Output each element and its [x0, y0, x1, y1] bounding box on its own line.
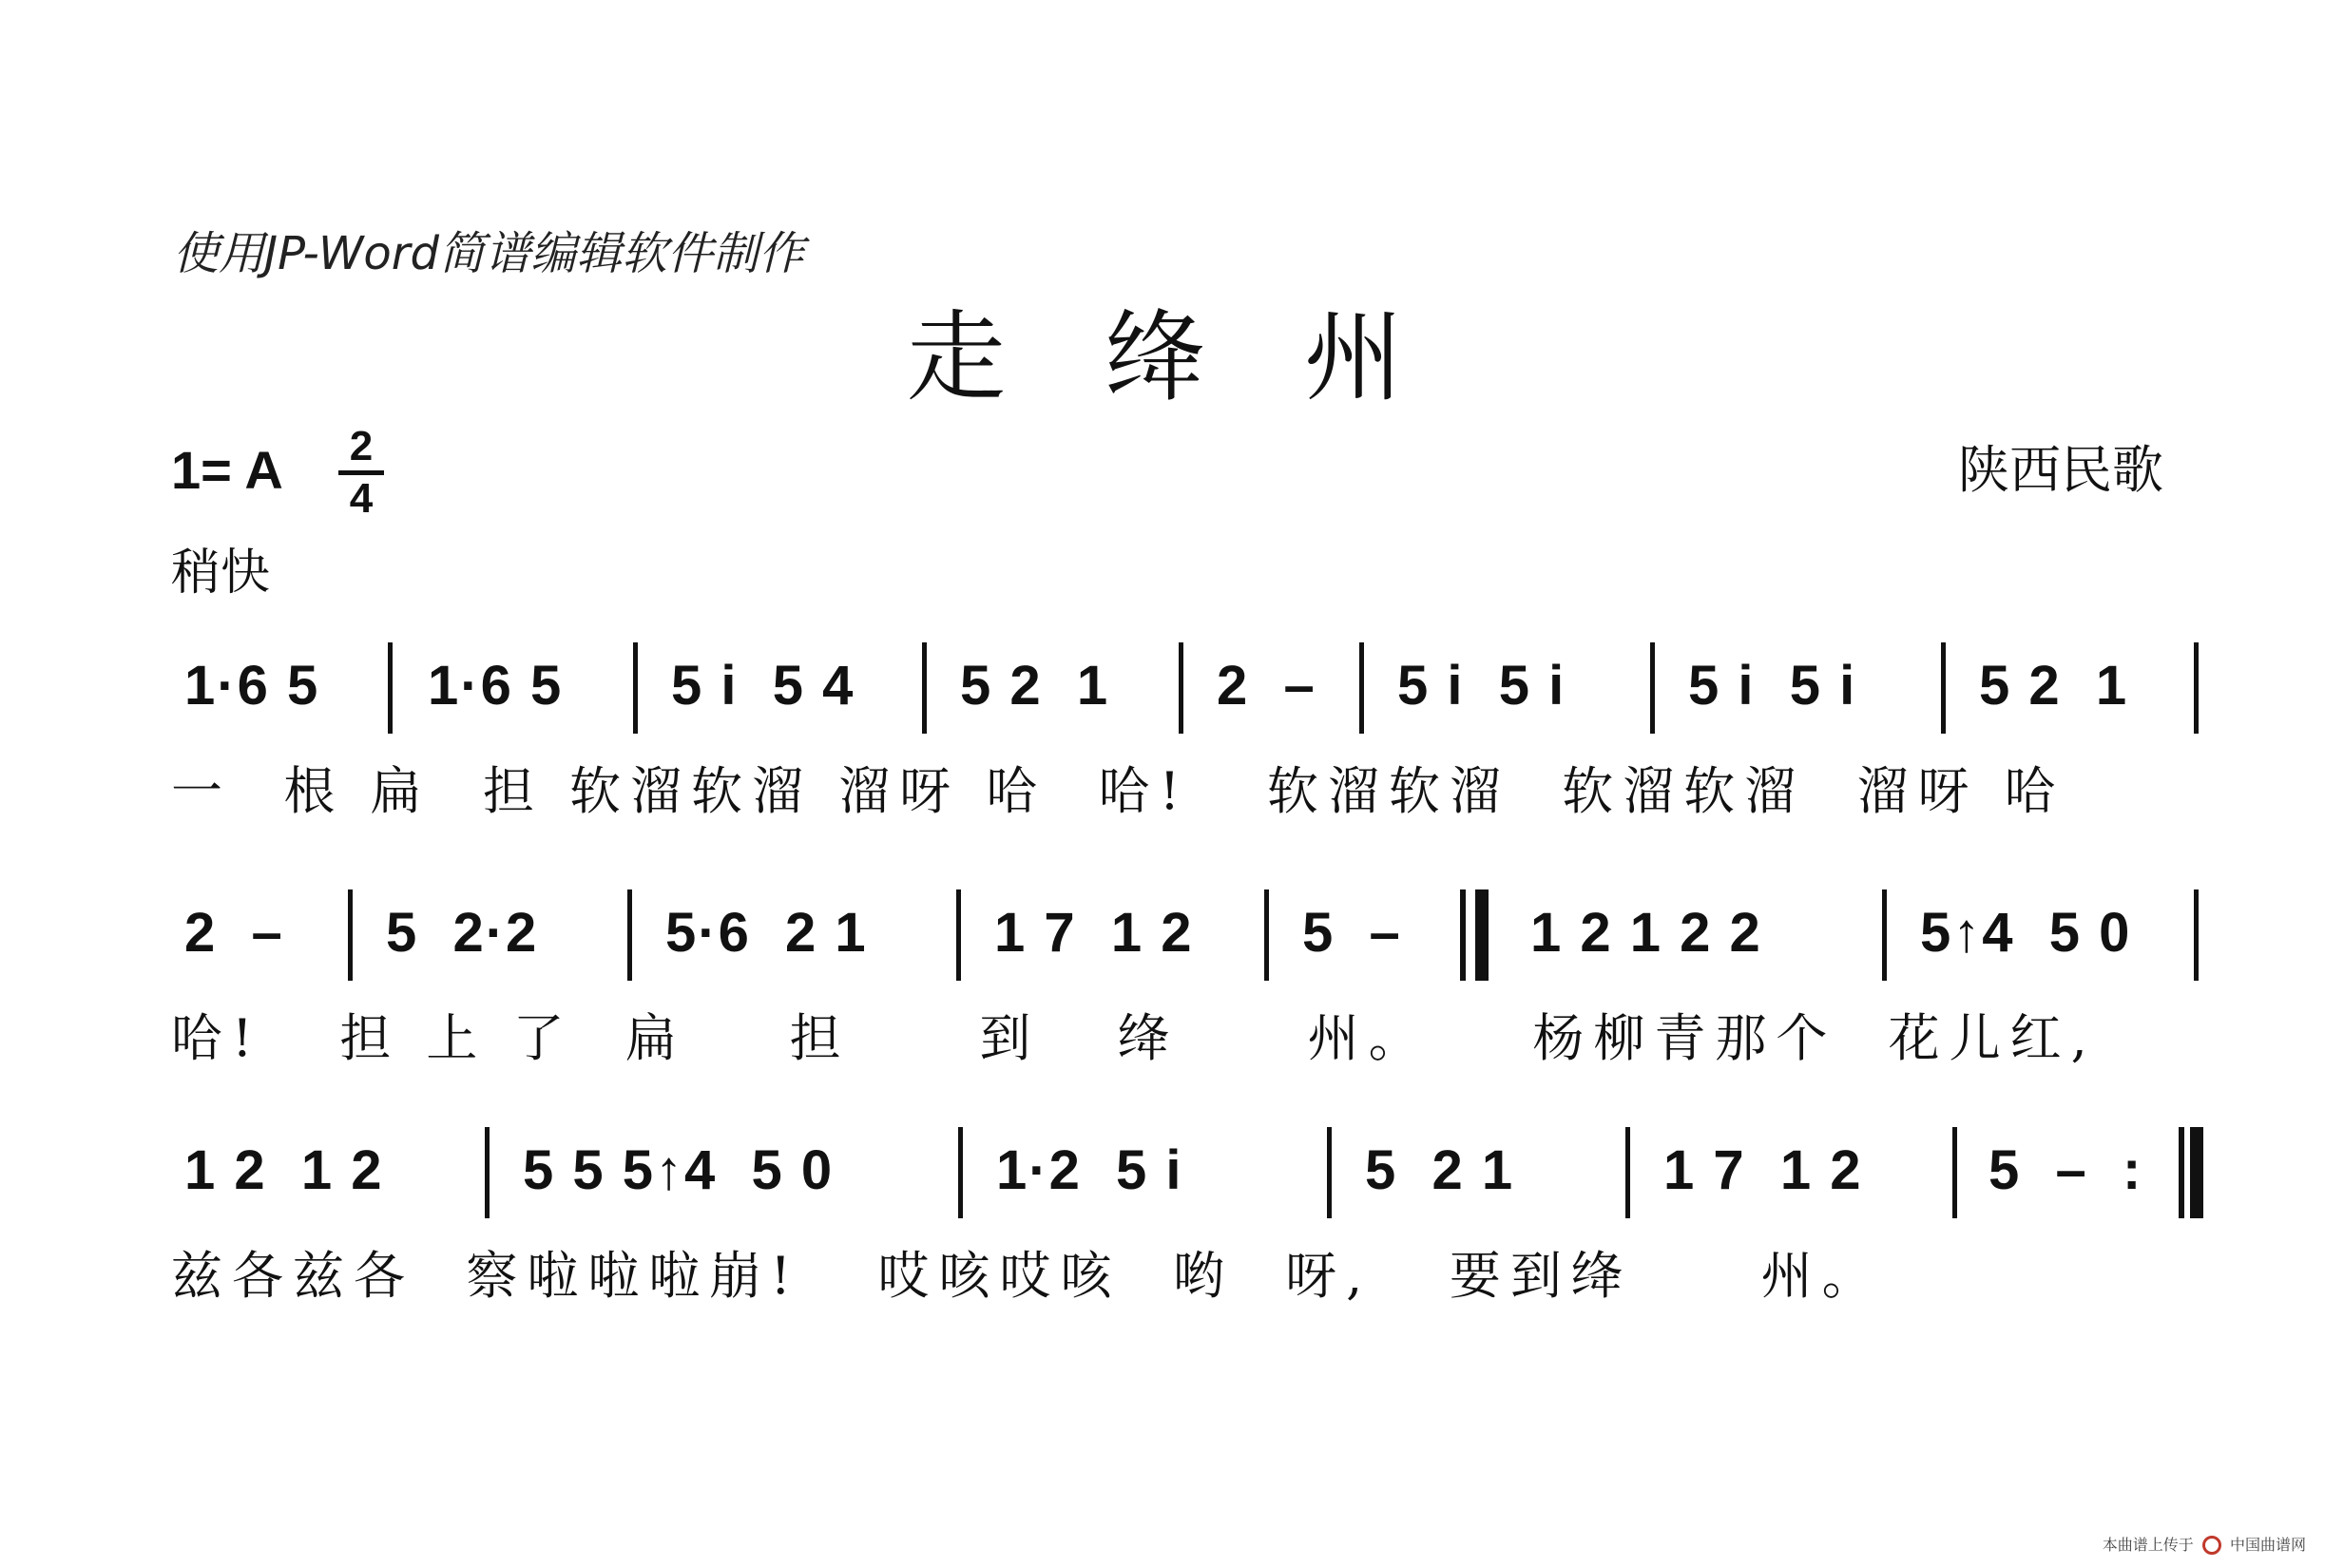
lyrics-line-1: 一 根 扁 担 软溜软溜 溜呀 哈 哈! 软溜软溜 软溜软溜 溜呀 哈: [171, 761, 2065, 821]
barline: [485, 1127, 490, 1218]
measure-18: 1·2 5 i: [996, 1139, 1183, 1201]
tempo-marking: 稍快: [171, 545, 271, 602]
repeat-start-barline: [1460, 889, 1466, 981]
measure-14: 1 2 1 2 2: [1530, 902, 1762, 964]
barline: [348, 889, 353, 981]
barline: [1327, 1127, 1332, 1218]
barline: [1882, 889, 1887, 981]
barline: [1952, 1127, 1957, 1218]
measure-9: 2 –: [184, 902, 284, 964]
barline: [633, 642, 638, 734]
footer-credit: [2103, 1533, 2306, 1556]
measure-12: 1 7 1 2: [994, 902, 1194, 964]
measure-7: 5 i 5 i: [1688, 655, 1857, 717]
barline: [1264, 889, 1269, 981]
song-title: 走 绛 州: [906, 299, 1438, 415]
score-line-2: [171, 855, 2205, 1083]
barline: [2194, 642, 2199, 734]
measure-5: 2 –: [1217, 655, 1316, 717]
score-line-3: [171, 1093, 2205, 1321]
measure-10: 5 2·2: [386, 902, 539, 964]
lyrics-line-3: 兹各兹各 察啦啦啦崩! 哎咳哎咳 哟 呀, 要到绛 州。: [171, 1246, 1883, 1306]
key-signature: 1= A: [171, 440, 283, 500]
measure-17: 5 5 5↑4 5 0: [523, 1139, 835, 1201]
barline: [1359, 642, 1364, 734]
barline: [1625, 1127, 1630, 1218]
score-line-1: [171, 608, 2205, 836]
site-logo-icon: [2202, 1536, 2221, 1555]
measure-3: 5 i 5 4: [671, 655, 855, 717]
software-note: 使用JP-Word简谱编辑软件制作: [173, 227, 804, 280]
measure-19: 5 2 1: [1365, 1139, 1515, 1201]
meter-top: 2: [349, 423, 374, 469]
meter-bottom: 4: [349, 475, 374, 522]
site-name: 中国曲谱网: [2229, 1535, 2306, 1554]
measure-4: 5 2 1: [960, 655, 1110, 717]
measure-1: 1·6 5: [184, 655, 320, 717]
measure-20: 1 7 1 2: [1663, 1139, 1863, 1201]
measure-16: 1 2 1 2: [184, 1139, 384, 1201]
barline: [956, 889, 961, 981]
lyrics-line-2: 哈! 担 上 了 扁 担 到 绛 州。 杨柳青那个 花儿红,: [171, 1008, 2097, 1068]
barline: [958, 1127, 963, 1218]
barline: [627, 889, 632, 981]
repeat-end-barline: [2179, 1127, 2184, 1218]
measure-2: 1·6 5: [428, 655, 564, 717]
barline: [1650, 642, 1655, 734]
measure-15: 5↑4 5 0: [1920, 902, 2132, 964]
barline: [388, 642, 393, 734]
barline: [922, 642, 927, 734]
repeat-end-thick-barline: [2190, 1127, 2203, 1218]
barline: [1179, 642, 1183, 734]
composer: 陕西民歌: [1958, 440, 2163, 500]
measure-6: 5 i 5 i: [1397, 655, 1566, 717]
time-signature: [338, 424, 384, 522]
measure-13: 5 –: [1302, 902, 1402, 964]
measure-11: 5·6 2 1: [665, 902, 868, 964]
upload-note: 本曲谱上传于: [2102, 1535, 2194, 1554]
measure-8: 5 2 1: [1979, 655, 2129, 717]
repeat-start-thick-barline: [1475, 889, 1489, 981]
barline: [1941, 642, 1946, 734]
measure-21: 5 – :: [1989, 1139, 2143, 1201]
barline: [2194, 889, 2199, 981]
